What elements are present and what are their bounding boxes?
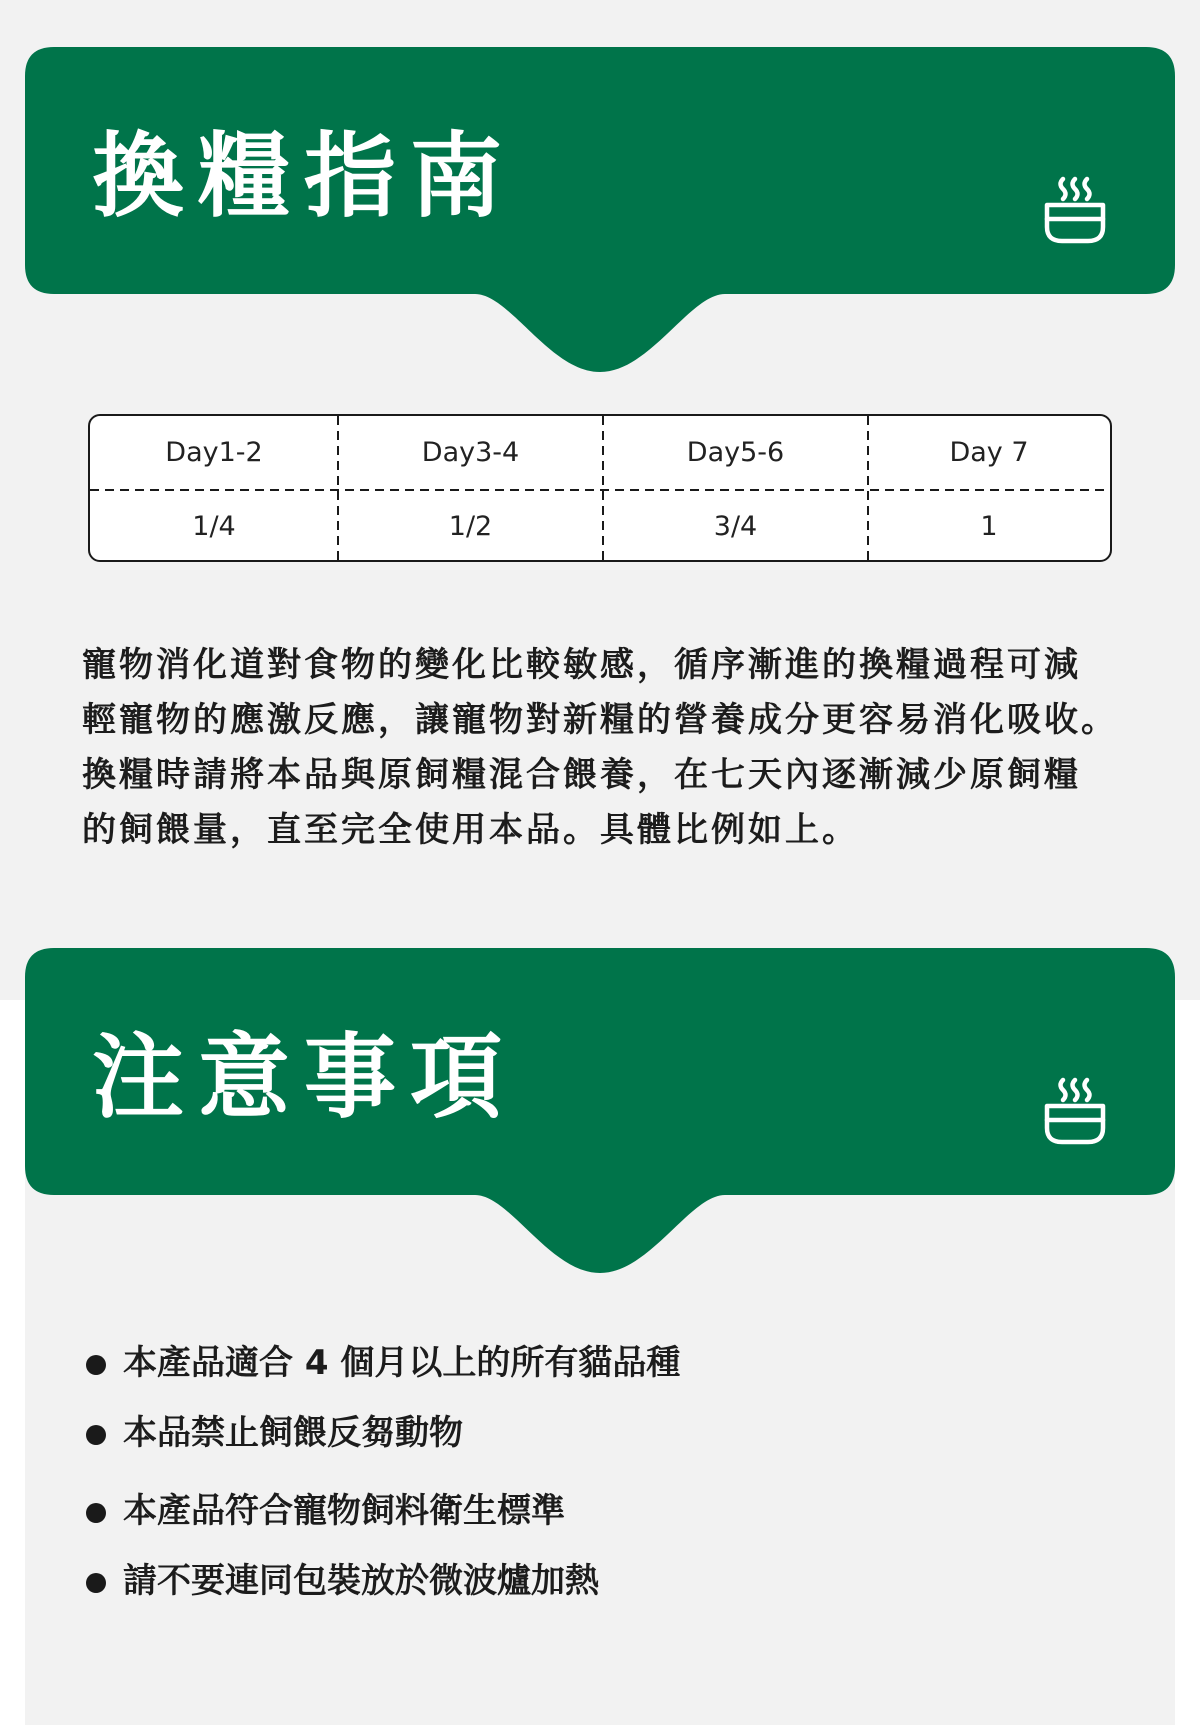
bullet-dot [86, 1573, 106, 1593]
bullet-dot [86, 1425, 106, 1445]
paragraph-line: 寵物消化道對食物的變化比較敏感，循序漸進的換糧過程可減 [82, 645, 1081, 685]
list-item-text: 本產品符合寵物飼料衛生標準 [123, 1491, 565, 1531]
list-item-text: 請不要連同包裝放於微波爐加熱 [123, 1561, 599, 1601]
bullet-dot [86, 1355, 106, 1375]
ratio-table [88, 414, 1112, 562]
table-ratio-day3-4: 1/2 [448, 511, 493, 542]
guide-banner [0, 47, 1200, 387]
paragraph-line: 輕寵物的應激反應，讓寵物對新糧的營養成分更容易消化吸收。 [82, 700, 1118, 740]
table-ratio-day1-2: 1/4 [192, 511, 236, 542]
bullet-dot [86, 1503, 106, 1523]
table-ratio-day7: 1 [980, 511, 998, 542]
steaming-bowl-icon [1042, 175, 1108, 247]
list-item-text: 本產品適合 4 個月以上的所有貓品種 [123, 1343, 681, 1383]
notes-banner [0, 948, 1200, 1288]
steaming-bowl-icon [1042, 1076, 1108, 1148]
table-header-day5-6: Day5-6 [686, 437, 785, 468]
guide-title: 換糧指南 [92, 123, 517, 230]
list-item-text: 本品禁止飼餵反芻動物 [123, 1413, 463, 1453]
table-header-day1-2: Day1-2 [165, 437, 263, 468]
paragraph-line: 換糧時請將本品與原飼糧混合餵養，在七天內逐漸減少原飼糧 [82, 755, 1081, 795]
guide-paragraph [82, 638, 1162, 858]
table-ratio-day5-6: 3/4 [713, 511, 758, 542]
table-header-day7: Day 7 [949, 437, 1029, 468]
table-header-day3-4: Day3-4 [421, 437, 520, 468]
notes-title: 注意事項 [92, 1024, 517, 1131]
paragraph-line: 的飼餵量，直至完全使用本品。具體比例如上。 [82, 810, 859, 850]
